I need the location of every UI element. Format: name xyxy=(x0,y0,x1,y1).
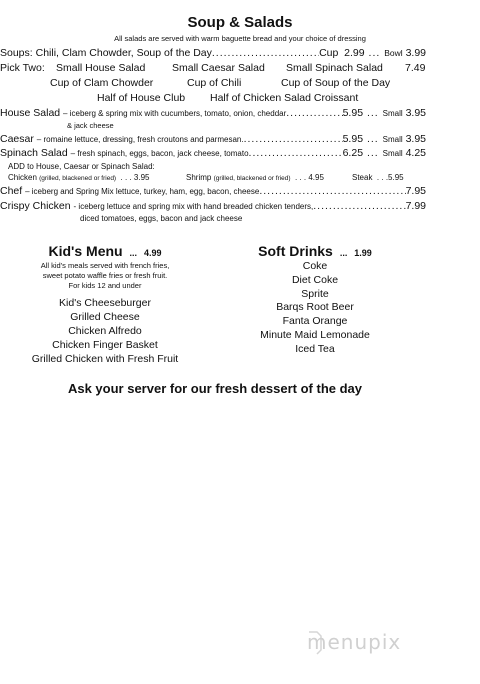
soft-drinks-price: 1.99 xyxy=(354,248,372,258)
dot-leader xyxy=(286,107,342,119)
caesar-desc: – romaine lettuce, dressing, fresh croutons and parmesan. xyxy=(36,135,244,144)
kids-item: Chicken Alfredo xyxy=(68,325,142,337)
dot-leader xyxy=(249,147,343,159)
small-label: Small xyxy=(382,149,403,158)
caesar-row: Caesar – romaine lettuce, dressing, fresh croutons and parmesan. ..... 5.95 ... Small 3.95 xyxy=(0,133,426,145)
drink-item: Minute Maid Lemonade xyxy=(260,328,370,341)
crispy-chicken-name: Crispy Chicken xyxy=(0,200,71,212)
soups-list: Chili, Clam Chowder, Soup of the Day xyxy=(35,47,212,59)
kids-items xyxy=(0,296,210,366)
pick-two-option: Small Caesar Salad xyxy=(172,62,265,74)
caesar-price: 5.95 xyxy=(342,133,364,145)
kids-note xyxy=(0,261,210,291)
pick-two-option: Cup of Soup of the Day xyxy=(281,77,391,89)
pick-two-option: Half of Chicken Salad Croissant xyxy=(210,92,359,104)
addon-chicken-label: Chicken xyxy=(8,173,37,182)
kids-menu-title: Kid's Menu xyxy=(48,243,123,259)
addons-title: ADD to House, Caesar or Spinach Salad: xyxy=(8,162,155,171)
addon-steak: Steak . . .5.95 xyxy=(352,173,404,182)
soup-salads-title: Soup & Salads xyxy=(187,14,293,31)
pick-two-option: Small House Salad xyxy=(56,62,146,74)
caesar-name: Caesar xyxy=(0,133,34,145)
pick-two-option: Small Spinach Salad xyxy=(286,62,383,74)
kids-note-line: sweet potato waffle fries or fresh fruit. xyxy=(42,271,168,280)
drink-item: Diet Coke xyxy=(291,273,339,286)
addon-steak-price: 5.95 xyxy=(388,173,404,182)
crispy-chicken-desc: - iceberg lettuce and spring mix with hand breaded chicken tenders, xyxy=(73,202,314,211)
soft-drinks-title: Soft Drinks xyxy=(258,243,333,259)
small-label: Small xyxy=(382,135,403,144)
addon-chicken-note: (grilled, blackened or fried) xyxy=(39,175,117,182)
kids-note-line: For kids 12 and under xyxy=(68,281,142,290)
drink-item: Iced Tea xyxy=(295,342,335,355)
soft-drinks-header: Soft Drinks ... 1.99 xyxy=(258,243,372,259)
drink-item: Sprite xyxy=(301,287,329,300)
soups-row: Soups: Chili, Clam Chowder, Soup of the Day ..... Cup 2.99 ... Bowl 3.99 xyxy=(0,47,426,59)
kids-note-line: All kid's meals served with french fries, xyxy=(40,261,170,270)
chef-price: 7.95 xyxy=(405,185,426,197)
kids-item: Chicken Finger Basket xyxy=(52,339,158,351)
house-salad-desc: – iceberg & spring mix with cucumbers, tomato, onion, cheddar xyxy=(63,109,287,118)
dessert-note: Ask your server for our fresh dessert of the day xyxy=(67,381,363,396)
pick-two-price: 7.49 xyxy=(405,62,426,74)
spinach-desc: – fresh spinach, eggs, bacon, jack cheese, tomato xyxy=(70,149,249,158)
pick-two-option: Cup of Chili xyxy=(187,77,242,89)
spinach-name: Spinach Salad xyxy=(0,147,68,159)
kids-menu-header: Kid's Menu ... 4.99 xyxy=(48,243,162,259)
house-salad-price: 5.95 xyxy=(342,107,364,119)
addon-shrimp-note: (grilled, blackened or fried) xyxy=(213,175,291,182)
dot-leader xyxy=(244,133,343,145)
kids-item: Grilled Chicken with Fresh Fruit xyxy=(31,353,179,365)
crispy-chicken-desc-cont: diced tomatoes, eggs, bacon and jack cheese xyxy=(80,214,243,223)
kids-item: Grilled Cheese xyxy=(70,311,140,323)
spinach-small-price: 4.25 xyxy=(405,147,426,159)
caesar-small-price: 3.95 xyxy=(405,133,426,145)
drink-item: Barqs Root Beer xyxy=(276,301,354,314)
pick-two-option: Half of House Club xyxy=(97,92,186,104)
house-salad-desc-cont: & jack cheese xyxy=(67,121,114,130)
bowl-price: 3.99 xyxy=(405,47,426,59)
cup-label: Cup xyxy=(319,47,339,59)
addon-shrimp-price: 4.95 xyxy=(308,173,324,182)
house-salad-row: House Salad – iceberg & spring mix with cucumbers, tomato, onion, cheddar ..... 5.95 ... Small 3.95 xyxy=(0,107,426,119)
kids-menu-price: 4.99 xyxy=(144,248,162,258)
small-label: Small xyxy=(382,109,403,118)
spinach-row: Spinach Salad – fresh spinach, eggs, bacon, jack cheese, tomato ..... 6.25 ... Small 4.25 xyxy=(0,147,426,159)
addon-steak-label: Steak xyxy=(352,173,373,182)
drinks-items xyxy=(222,260,408,357)
chef-desc: – iceberg and Spring Mix lettuce, turkey, ham, egg, bacon, cheese xyxy=(25,187,260,196)
chef-row xyxy=(0,185,426,197)
dot-leader xyxy=(259,185,405,197)
crispy-chicken-price: 7.99 xyxy=(405,200,426,212)
salads-note: All salads are served with warm baguette bread and your choice of dressing xyxy=(114,34,366,43)
spinach-price: 6.25 xyxy=(342,147,364,159)
addon-shrimp: Shrimp (grilled, blackened or fried) . . . 4.95 xyxy=(186,173,324,182)
menupix-watermark xyxy=(305,628,435,662)
house-salad-name: House Salad xyxy=(0,107,61,119)
watermark-text: menupix xyxy=(307,630,402,654)
pick-two-label: Pick Two: xyxy=(0,62,45,74)
addon-shrimp-label: Shrimp xyxy=(186,173,212,182)
drink-item: Fanta Orange xyxy=(282,315,348,328)
chef-name: Chef xyxy=(0,185,23,197)
crispy-chicken-row xyxy=(0,200,426,212)
dot-leader xyxy=(313,200,405,212)
drink-item: Coke xyxy=(302,260,328,272)
soups-label: Soups: xyxy=(0,47,33,59)
cup-price: 2.99 xyxy=(344,47,365,59)
kids-item: Kid's Cheeseburger xyxy=(59,297,151,309)
addon-chicken-price: 3.95 xyxy=(133,173,150,182)
addon-chicken: Chicken (grilled, blackened or fried) . . . 3.95 xyxy=(8,173,150,182)
house-salad-small-price: 3.95 xyxy=(405,107,426,119)
dot-leader xyxy=(212,47,319,59)
pick-two-option: Cup of Clam Chowder xyxy=(50,77,154,89)
bowl-label: Bowl xyxy=(384,48,403,58)
